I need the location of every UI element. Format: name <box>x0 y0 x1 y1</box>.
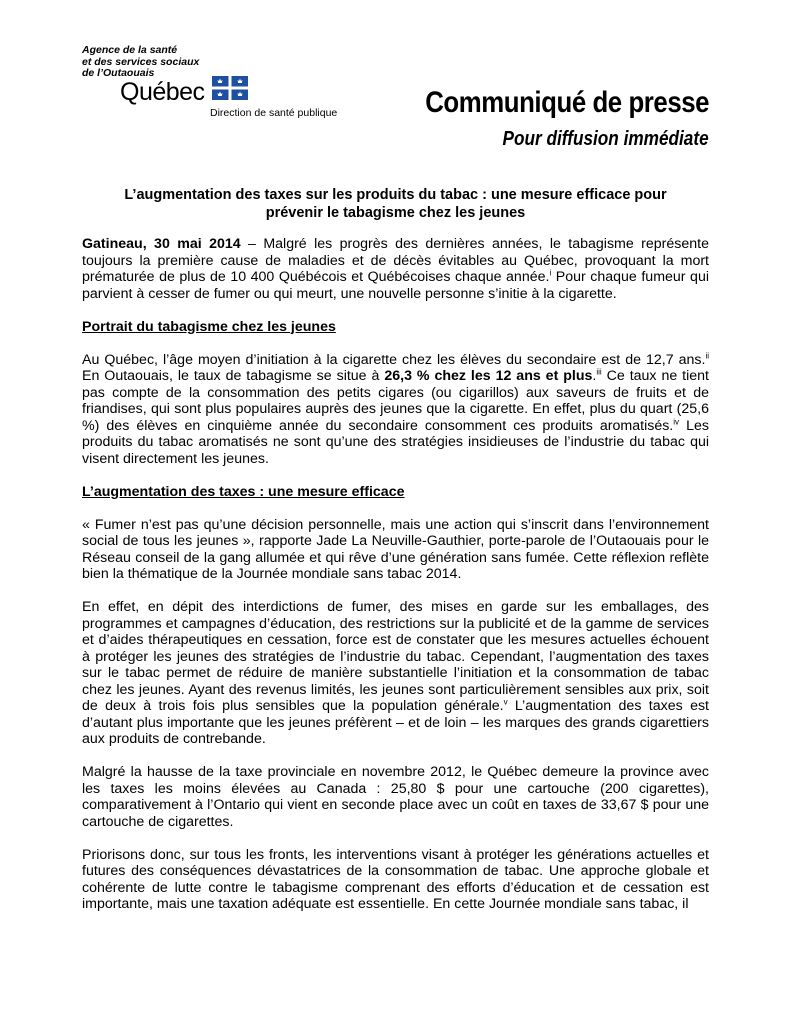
agency-line: et des services sociaux <box>82 55 200 68</box>
quebec-flag-logo <box>212 76 248 100</box>
agency-name <box>82 45 199 80</box>
text: Au Québec, l’âge moyen d’initiation à la cigarette chez les élèves du secondaire est de 12,7 ans. <box>82 351 706 368</box>
press-subtitle: Pour diffusion immédiate <box>502 128 709 150</box>
footnote-marker: ii <box>705 350 709 360</box>
paragraph: Malgré la hausse de la taxe provinciale en novembre 2012, le Québec demeure la province avec les taxes les moins élevées au Canada : 25,80 $ pour une cartouche (200 cigarettes), comparativement à l’Ontario qui vient en seconde place avec un coût en taxes de 33,67 $ pour une cartouche de cigarettes. <box>82 764 709 830</box>
footnote-marker: iii <box>596 367 602 377</box>
text: . <box>592 368 597 384</box>
headline-line: prévenir le tabagisme chez les jeunes <box>265 205 526 221</box>
agency-line: Agence de la santé <box>82 44 178 56</box>
article-body <box>82 236 709 929</box>
paragraph: « Fumer n’est pas qu’une décision personnelle, mais une action qui s’inscrit dans l’environnement social de tous les jeunes », rapporte Jade La Neuville-Gauthier, porte-parole de l’Outaouais pour le Réseau conseil de la gang allumée et qui rêve d’une génération sans fumée. Cette réflexion reflète bien la thématique de la Journée mondiale sans tabac 2014. <box>82 516 709 582</box>
highlight-stat: 26,3 % chez les 12 ans et plus <box>384 368 593 384</box>
paragraph <box>82 352 709 468</box>
text: Ce taux ne tient pas compte de la consommation des petits cigares (ou cigarillos) aux saveurs de fruits et de friandises, qui sont plus populaires auprès des jeunes que la cigarette. En effet, plus du quart (25,6 %) des élèves en cinquième année du secondaire consomment ces produits aromatisés. <box>82 368 709 434</box>
paragraph <box>82 599 709 748</box>
footnote-marker: iv <box>673 416 680 426</box>
intro-text: Pour chaque fumeur qui parvient à cesser de fumer ou qui meurt, une nouvelle personne s’initie à la cigarette. <box>82 269 709 302</box>
press-title: Communiqué de presse <box>425 86 709 119</box>
quebec-wordmark: Québec <box>120 78 205 106</box>
text: L’augmentation des taxes est d’autant plus importante que les jeunes préfèrent – et de loin – les marques des grands cigarettiers aux produits de contrebande. <box>82 698 709 747</box>
text: Les produits du tabac aromatisés ne sont qu’une des stratégies insidieuses de l’industrie du tabac qui visent directement les jeunes. <box>82 417 709 467</box>
footnote-marker: i <box>549 268 552 278</box>
intro-paragraph <box>82 236 709 302</box>
intro-text: – Malgré les progrès des dernières années, le tabagisme représente toujours la première cause de maladies et de décès évitables au Québec, provoquant la mort prématurée de plus de 10 400 Québécois et Québécoises chaque année. <box>82 236 709 285</box>
dateline: Gatineau, 30 mai 2014 <box>82 236 241 252</box>
headline-line: L’augmentation des taxes sur les produits du tabac : une mesure efficace pour <box>124 187 667 203</box>
text: En Outaouais, le taux de tabagisme se situe à <box>82 368 385 384</box>
section-heading: L’augmentation des taxes : une mesure efficace <box>82 483 405 500</box>
section-heading: Portrait du tabagisme chez les jeunes <box>82 318 336 335</box>
footnote-marker: v <box>503 697 508 707</box>
agency-line: de l’Outaouais <box>82 67 155 79</box>
text: En effet, en dépit des interdictions de fumer, des mises en garde sur les emballages, des programmes et campagnes d’éducation, des restrictions sur la publicité et de la gamme de services et d’aides thérapeutiques en cessation, force est de constater que les mesures actuelles échouent à protéger les jeunes des stratégies de l’industrie du tabac. Cependant, l’augmentation des taxes sur le tabac permet de réduire de manière substantielle l’initiation et la consommation de tabac chez les jeunes. Ayant des revenus limités, les jeunes sont particulièrement sensibles aux prix, soit de deux à trois fois plus sensibles que la population générale. <box>82 599 709 714</box>
paragraph: Priorisons donc, sur tous les fronts, les interventions visant à protéger les générations actuelles et futures des conséquences dévastatrices de la consommation de tabac. Une approche globale et cohérente de lutte contre le tabagisme comprenant des efforts d’éducation et de cessation est importante, mais une taxation adéquate est essentielle. En cette Journée mondiale sans tabac, il <box>82 846 709 912</box>
headline <box>82 186 709 222</box>
direction-label: Direction de santé publique <box>210 107 338 119</box>
